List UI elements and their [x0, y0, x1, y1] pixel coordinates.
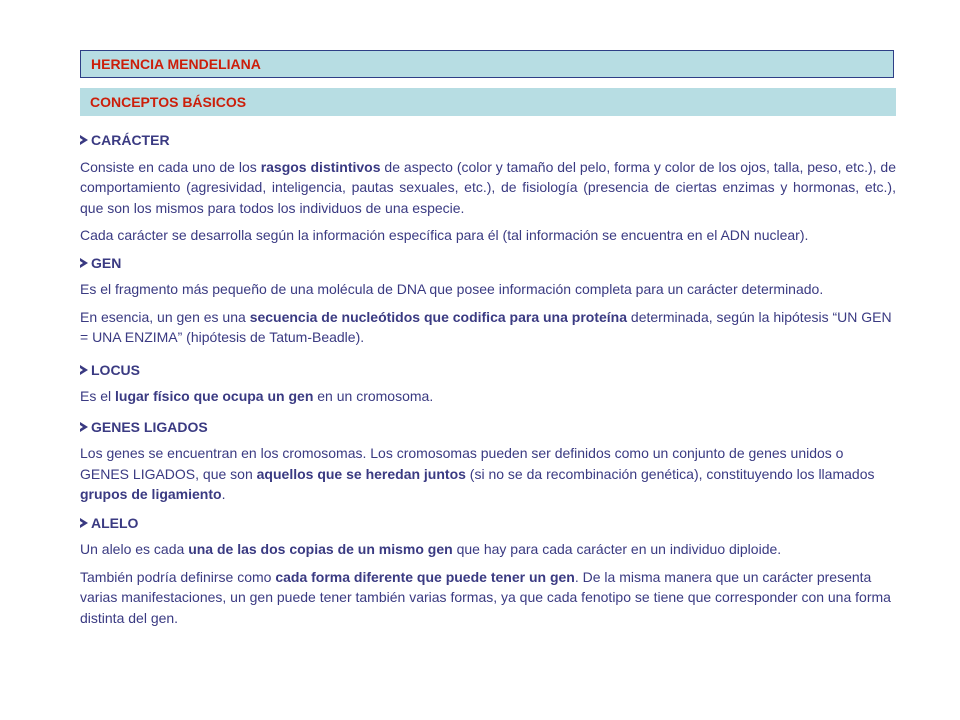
paragraph: Es el fragmento más pequeño de una molécula de DNA que posee información completa para un carácter determinado.: [80, 281, 824, 297]
section-heading: ALELO: [80, 513, 896, 534]
page-subtitle: CONCEPTOS BÁSICOS: [90, 94, 247, 110]
paragraph: Cada carácter se desarrolla según la información específica para él (tal información se encuentra en el ADN nuclear).: [80, 227, 809, 243]
section-alelo: [80, 513, 896, 629]
arrow-bullet-icon: [80, 258, 88, 268]
page-title: HERENCIA MENDELIANA: [91, 56, 261, 72]
subtitle-bar: [80, 88, 896, 116]
paragraph: Consiste en cada uno de los rasgos distintivos de aspecto (color y tamaño del pelo, forma y color de los ojos, talla, peso, etc.), de comportamiento (agresividad, inteligencia, pautas sexuales, etc.), de fisiología (presencia de ciertas enzimas y hormonas, etc.), que son los mismos para todos los individuos de una especie.: [80, 158, 896, 216]
content: [80, 130, 896, 635]
paragraph: Un alelo es cada una de las dos copias de un mismo gen que hay para cada carácter en un individuo diploide.: [80, 541, 782, 557]
paragraph: En esencia, un gen es una secuencia de nucleótidos que codifica para una proteína determinada, según la hipótesis “UN GEN = UNA ENZIMA” (hipótesis de Tatum-Beadle).: [80, 308, 892, 345]
section-heading: CARÁCTER: [80, 130, 896, 151]
paragraph: Los genes se encuentran en los cromosomas. Los cromosomas pueden ser definidos como un conjunto de genes unidos o GENES LIGADOS, que son aquellos que se heredan juntos (si no se da recombinación genética), constituyendo los llamados grupos de ligamiento.: [80, 445, 875, 502]
arrow-bullet-icon: [80, 365, 88, 375]
title-bar: [80, 50, 894, 78]
section-locus: [80, 360, 896, 407]
section-caracter: [80, 130, 896, 246]
section-heading: LOCUS: [80, 360, 896, 381]
section-heading: GENES LIGADOS: [80, 417, 896, 438]
arrow-bullet-icon: [80, 422, 88, 432]
arrow-bullet-icon: [80, 135, 88, 145]
paragraph: Es el lugar físico que ocupa un gen en un cromosoma.: [80, 388, 434, 404]
arrow-bullet-icon: [80, 518, 88, 528]
section-heading: GEN: [80, 253, 896, 274]
section-genes-ligados: [80, 417, 896, 505]
paragraph: También podría definirse como cada forma diferente que puede tener un gen. De la misma manera que un carácter presenta varias manifestaciones, un gen puede tener también varias formas, ya que cada fenotipo se tiene que corresponder con una forma distinta del gen.: [80, 568, 891, 626]
section-gen: [80, 253, 896, 348]
